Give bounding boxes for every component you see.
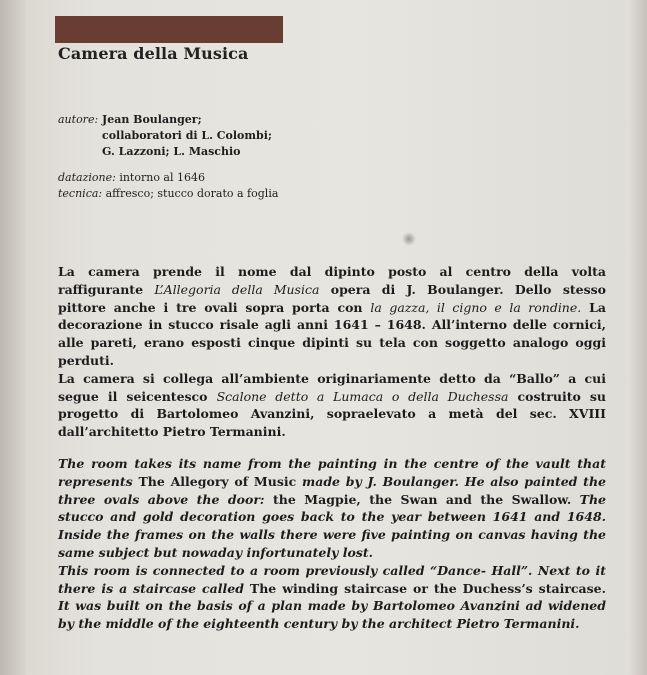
technique-value: affresco; stucco dorato a foglia bbox=[105, 187, 279, 200]
it-line-7: La camera si collega all’ambiente originariamente detto da “Ballo” a cui bbox=[58, 370, 606, 386]
collaborators-line-2: G. Lazzoni; L. Maschio bbox=[102, 145, 241, 158]
dating-value: intorno al 1646 bbox=[119, 171, 206, 184]
english-description bbox=[58, 455, 606, 633]
it-line-8-c: costruito su bbox=[508, 388, 606, 404]
en-line-4: stucco and gold decoration goes back to the year between 1641 and 1648. bbox=[58, 509, 606, 525]
en-staircase-name: The winding staircase or the Duchess’s staircase. bbox=[249, 580, 606, 596]
it-line-2-a: raffigurante bbox=[58, 281, 155, 297]
technique-row bbox=[58, 186, 278, 202]
en-ovals-subjects: the Magpie, the Swan and the Swallow. bbox=[273, 491, 572, 507]
wall-mark bbox=[402, 232, 416, 246]
it-line-8-a: segue il seicentesco bbox=[58, 388, 217, 404]
en-line-7: This room is connected to a room previously called “Dance- Hall”. Next to it bbox=[58, 562, 606, 578]
dating-row bbox=[58, 170, 278, 186]
author-row bbox=[58, 112, 272, 128]
author-value: Jean Boulanger; bbox=[102, 113, 202, 126]
it-line-10: dall’architetto Pietro Termanini. bbox=[58, 424, 286, 440]
author-label: autore: bbox=[58, 113, 99, 126]
it-line-4: decorazione in stucco risale agli anni 1641 – 1648. All’interno delle cornici, bbox=[58, 317, 606, 333]
en-line-8-a: there is a staircase called bbox=[58, 580, 250, 596]
italian-description bbox=[58, 263, 606, 441]
en-line-2-a: represents bbox=[58, 473, 139, 489]
en-line-1: The room takes its name from the painting in the centre of the vault that bbox=[58, 456, 606, 471]
it-line-3-c: La bbox=[581, 299, 606, 315]
meta-block bbox=[58, 170, 278, 202]
it-line-2-c: opera di J. Boulanger. Dello stesso bbox=[319, 281, 606, 297]
en-line-2-c: made by J. Boulanger. He also painted the bbox=[296, 473, 607, 489]
it-line-8 bbox=[58, 388, 606, 406]
collaborators-line: collaboratori di L. Colombi; bbox=[102, 129, 272, 142]
credits-block bbox=[58, 112, 272, 160]
it-ovals-subjects: la gazza, il cigno e la rondine. bbox=[370, 299, 582, 315]
page-title: Camera della Musica bbox=[58, 44, 249, 63]
it-line-1: La camera prende il nome dal dipinto posto al centro della volta bbox=[58, 264, 606, 279]
it-line-3 bbox=[58, 299, 606, 317]
title-color-bar bbox=[55, 16, 283, 43]
en-line-10: by the middle of the eighteenth century by the architect Pietro Termanini. bbox=[58, 616, 580, 632]
panel-left-edge bbox=[0, 0, 26, 675]
en-line-8 bbox=[58, 580, 606, 598]
it-line-9: progetto di Bartolomeo Avanzini, sopraelevato a metà del sec. XVIII bbox=[58, 406, 606, 422]
it-line-3-a: pittore anche i tre ovali sopra porta con bbox=[58, 299, 371, 315]
technique-label: tecnica: bbox=[58, 187, 103, 200]
en-line-2 bbox=[58, 473, 606, 491]
en-artwork-title: The Allegory of Music bbox=[138, 473, 297, 489]
en-line-6: same subject but nowaday infortunately lost. bbox=[58, 544, 373, 560]
panel-right-edge bbox=[627, 0, 647, 675]
dating-label: datazione: bbox=[58, 171, 116, 184]
it-artwork-title: L’Allegoria della Musica bbox=[154, 281, 320, 297]
en-line-3 bbox=[58, 491, 606, 509]
en-line-3-c: The bbox=[571, 491, 606, 507]
en-line-5: Inside the frames on the walls there were five painting on canvas having the bbox=[58, 527, 606, 543]
it-line-6: perduti. bbox=[58, 352, 114, 368]
en-line-9: It was built on the basis of a plan made by Bartolomeo Avanzini ad widened bbox=[58, 598, 606, 614]
it-staircase-name: Scalone detto a Lumaca o della Duchessa bbox=[216, 388, 509, 404]
it-line-2 bbox=[58, 281, 606, 299]
it-line-5: alle pareti, erano esposti cinque dipinti su tela con soggetto analogo oggi bbox=[58, 335, 606, 351]
en-line-3-a: three ovals above the door: bbox=[58, 491, 273, 507]
